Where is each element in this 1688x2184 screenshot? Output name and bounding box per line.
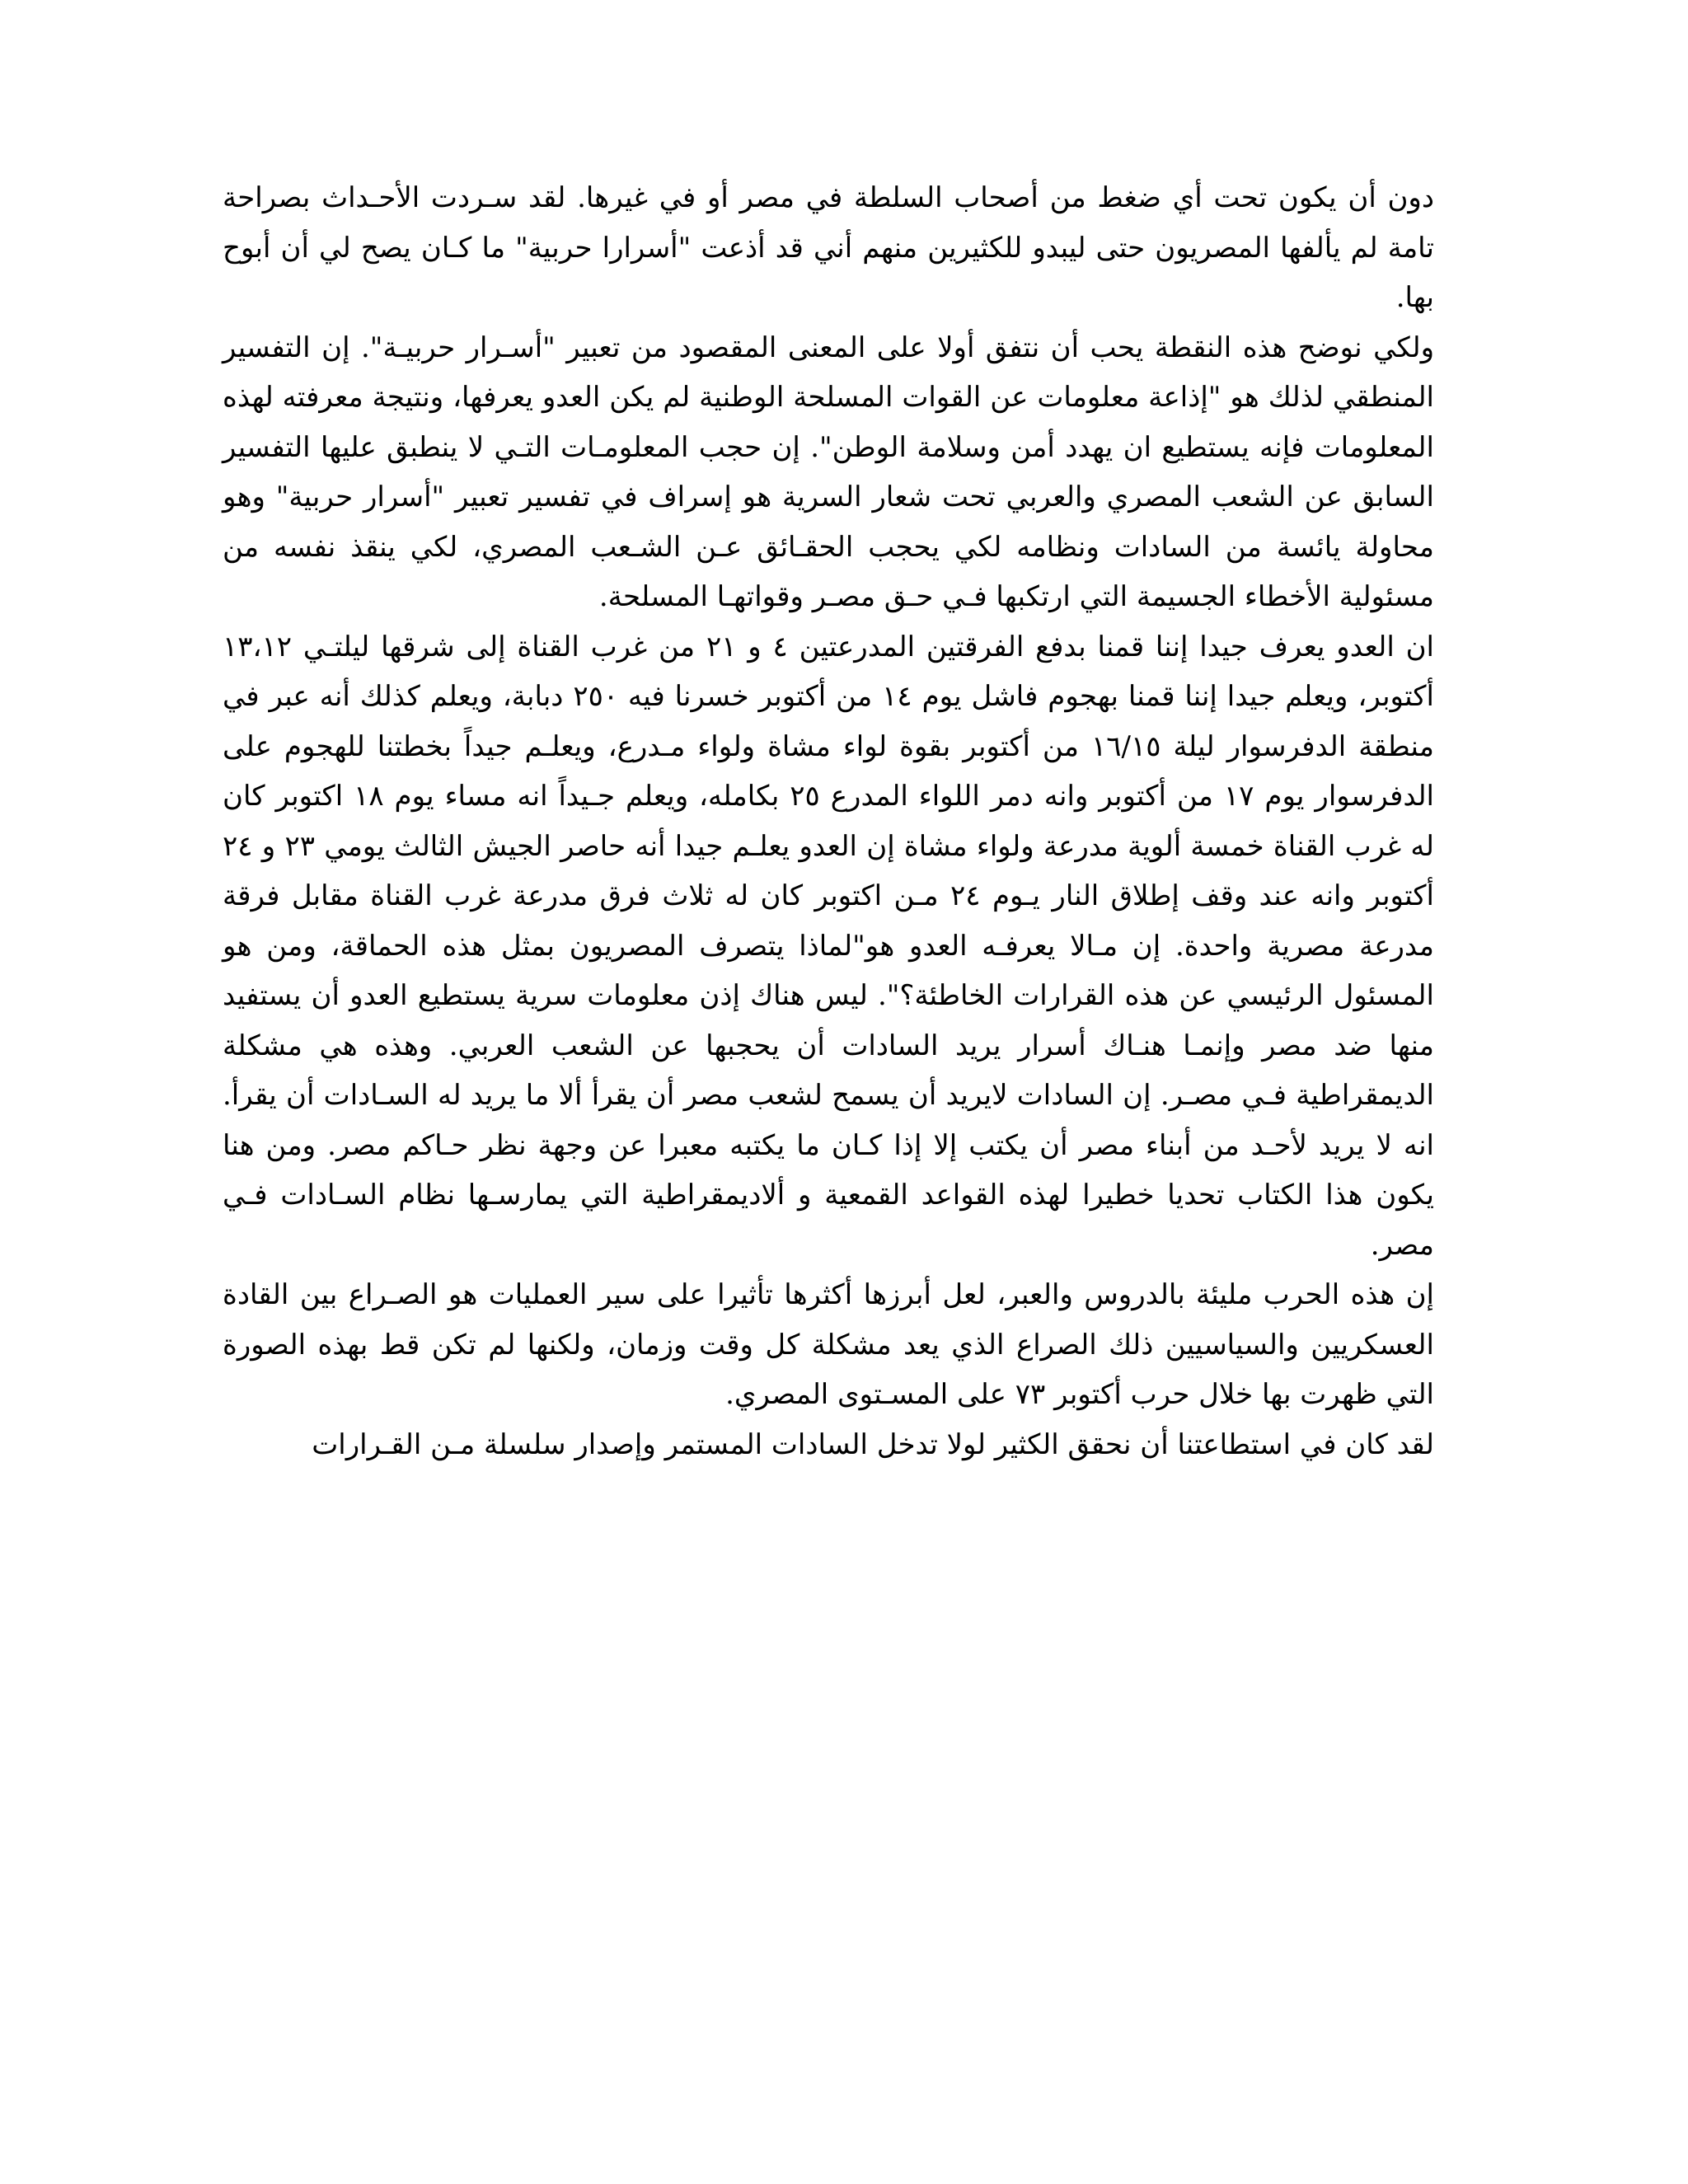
- paragraph-3: ان العدو يعرف جيدا إننا قمنا بدفع الفرقتين المدرعتين ٤ و ٢١ من غرب القناة إلى شرقها ليلتـي ١٣،١٢ أكتوبر، ويعلم جيدا إننا قمنا بهجوم فاشل يوم ١٤ من أكتوبر خسرنا فيه ٢٥٠ دبابة، ويعلم كذلك أنه عبر في منطقة الدفرسوار ليلة ١٦/١٥ من أكتوبر بقوة لواء مشاة ولواء مـدرع، ويعلـم جيداً بخطتنا للهجوم على الدفرسوار يوم ١٧ من أكتوبر وانه دمر اللواء المدرع ٢٥ بكامله، ويعلم جـيداً انه مساء يوم ١٨ اكتوبر كان له غرب القناة خمسة ألوية مدرعة ولواء مشاة إن العدو يعلـم جيدا أنه حاصر الجيش الثالث يومي ٢٣ و ٢٤ أكتوبر وانه عند وقف إطلاق النار يـوم ٢٤ مـن اكتوبر كان له ثلاث فرق مدرعة غرب القناة مقابل فرقة مدرعة مصرية واحدة. إن مـالا يعرفـه العدو هو"لماذا يتصرف المصريون بمثل هذه الحماقة، ومن هو المسئول الرئيسي عن هذه القرارات الخاطئة؟". ليس هناك إذن معلومات سرية يستطيع العدو أن يستفيد منها ضد مصر وإنمـا هنـاك أسرار يريد السادات أن يحجبها عن الشعب العربي. وهذه هي مشكلة الديمقراطية فـي مصـر. إن السادات لايريد أن يسمح لشعب مصر أن يقرأ ألا ما يريد له السـادات أن يقرأ. انه لا يريد لأحـد من أبناء مصر أن يكتب إلا إذا كـان ما يكتبه معبرا عن وجهة نظر حـاكم مصر. ومن هنا يكون هذا الكتاب تحديا خطيرا لهذه القواعد القمعية و ألاديمقراطية التي يمارسـها نظام السـادات فـي مصر.: [223, 630, 1435, 1262]
- paragraph-2: ولكي نوضح هذه النقطة يحب أن نتفق أولا على المعنى المقصود من تعبير "أسـرار حربيـة". إن التفسير المنطقي لذلك هو "إذاعة معلومات عن القوات المسلحة الوطنية لم يكن العدو يعرفها، ونتيجة معرفته لهذه المعلومات فإنه يستطيع ان يهدد أمن وسلامة الوطن". إن حجب المعلومـات التـي لا ينطبق عليها التفسير السابق عن الشعب المصري والعربي تحت شعار السرية هو إسراف في تفسير تعبير "أسرار حربية" وهو محاولة يائسة من السادات ونظامه لكي يحجب الحقـائق عـن الشـعب المصري، لكي ينقذ نفسه من مسئولية الأخطاء الجسيمة التي ارتكبها فـي حـق مصـر وقواتهـا المسلحة.: [223, 330, 1434, 613]
- paragraph-1: دون أن يكون تحت أي ضغط من أصحاب السلطة في مصر أو في غيرها. لقد سـردت الأحـداث بصراحة تامة لم يألفها المصريون حتى ليبدو للكثيرين منهم أني قد أذعت "أسرارا حربية" ما كـان يصح لي أن أبوح بها.: [223, 181, 1434, 314]
- document-body: [223, 173, 1434, 1469]
- paragraph-5: لقد كان في استطاعتنا أن نحقق الكثير لولا تدخل السادات المستمر وإصدار سلسلة مـن القـرارات: [312, 1427, 1434, 1461]
- paragraph-4: إن هذه الحرب مليئة بالدروس والعبر، لعل أبرزها أكثرها تأثيرا على سير العمليات هو الصـراع بين القادة العسكريين والسياسيين ذلك الصراع الذي يعد مشكلة كل وقت وزمان، ولكنها لم تكن قط بهذه الصورة التي ظهرت بها خلال حرب أكتوبر ٧٣ على المسـتوى المصري.: [223, 1278, 1434, 1411]
